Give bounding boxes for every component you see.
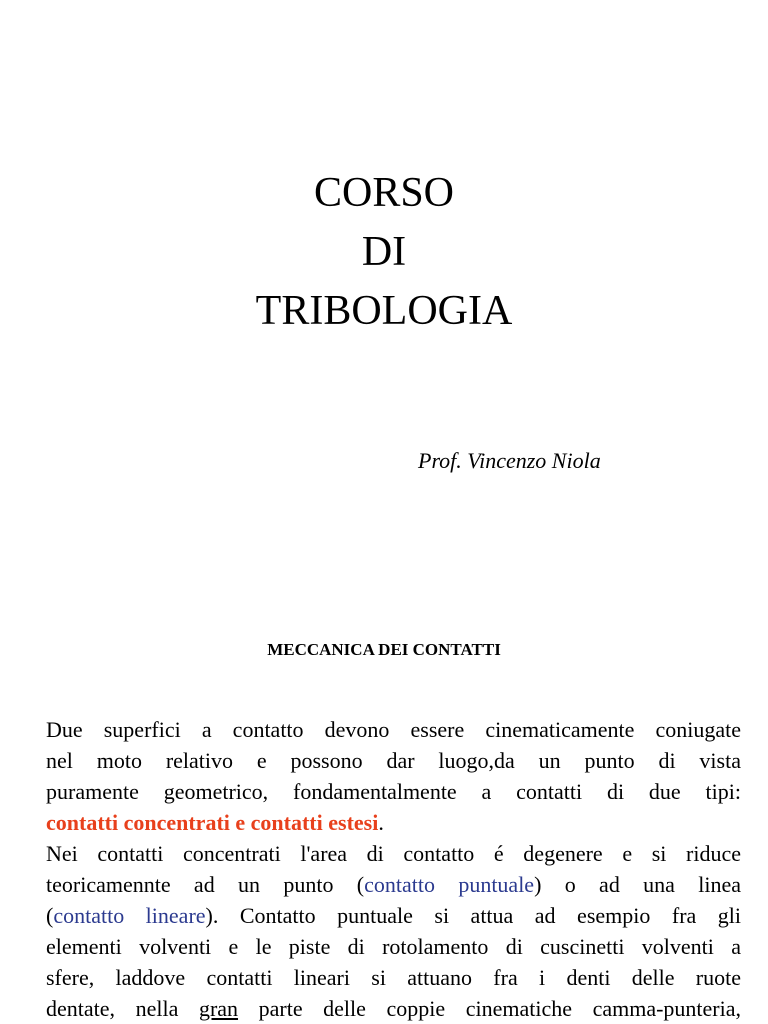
highlight-point-contact: contatto puntuale (364, 872, 535, 897)
highlight-contact-types: contatti concentrati e contatti estesi (46, 810, 379, 835)
body-text-fragment: ) o ad una linea (534, 872, 741, 897)
body-text-fragment: ( (46, 903, 54, 928)
body-line: sfere, laddove contatti lineari si attuano fra i denti delle ruote (46, 965, 741, 990)
body-line: puramente geometrico, fondamentalmente a contatti di due tipi: (46, 779, 741, 804)
highlight-line-contact: contatto lineare (53, 903, 206, 928)
title-line-1: CORSO (313, 170, 455, 216)
body-text-fragment: . (378, 810, 384, 835)
title-line-3: TRIBOLOGIA (255, 288, 513, 334)
body-line: Nei contatti concentrati l'area di contatto é degenere e si riduce (46, 841, 741, 866)
body-line: Due superfici a contatto devono essere cinematicamente coniugate (46, 717, 741, 742)
body-line: elementi volventi e le piste di rotolamento di cuscinetti volventi a (46, 934, 741, 959)
body-line: nel moto relativo e possono dar luogo,da un punto di vista (46, 748, 741, 773)
body-text-fragment: parte delle coppie cinematiche camma-punteria, (238, 996, 741, 1021)
body-text-fragment: dentate, nella (46, 996, 199, 1021)
body-text-fragment: teoricamennte ad un punto ( (46, 872, 365, 897)
document-title (0, 164, 768, 341)
body-line (46, 807, 741, 838)
section-heading: MECCANICA DEI CONTATTI (267, 640, 501, 659)
body-line (46, 900, 741, 931)
body-line (46, 993, 741, 1024)
body-line (46, 869, 741, 900)
author-name: Prof. Vincenzo Niola (418, 448, 601, 473)
body-text-fragment: ). Contatto puntuale si attua ad esempio fra gli (205, 903, 741, 928)
title-line-2: DI (361, 229, 407, 275)
body-paragraph (46, 714, 741, 1024)
underlined-word: gran (198, 996, 239, 1021)
